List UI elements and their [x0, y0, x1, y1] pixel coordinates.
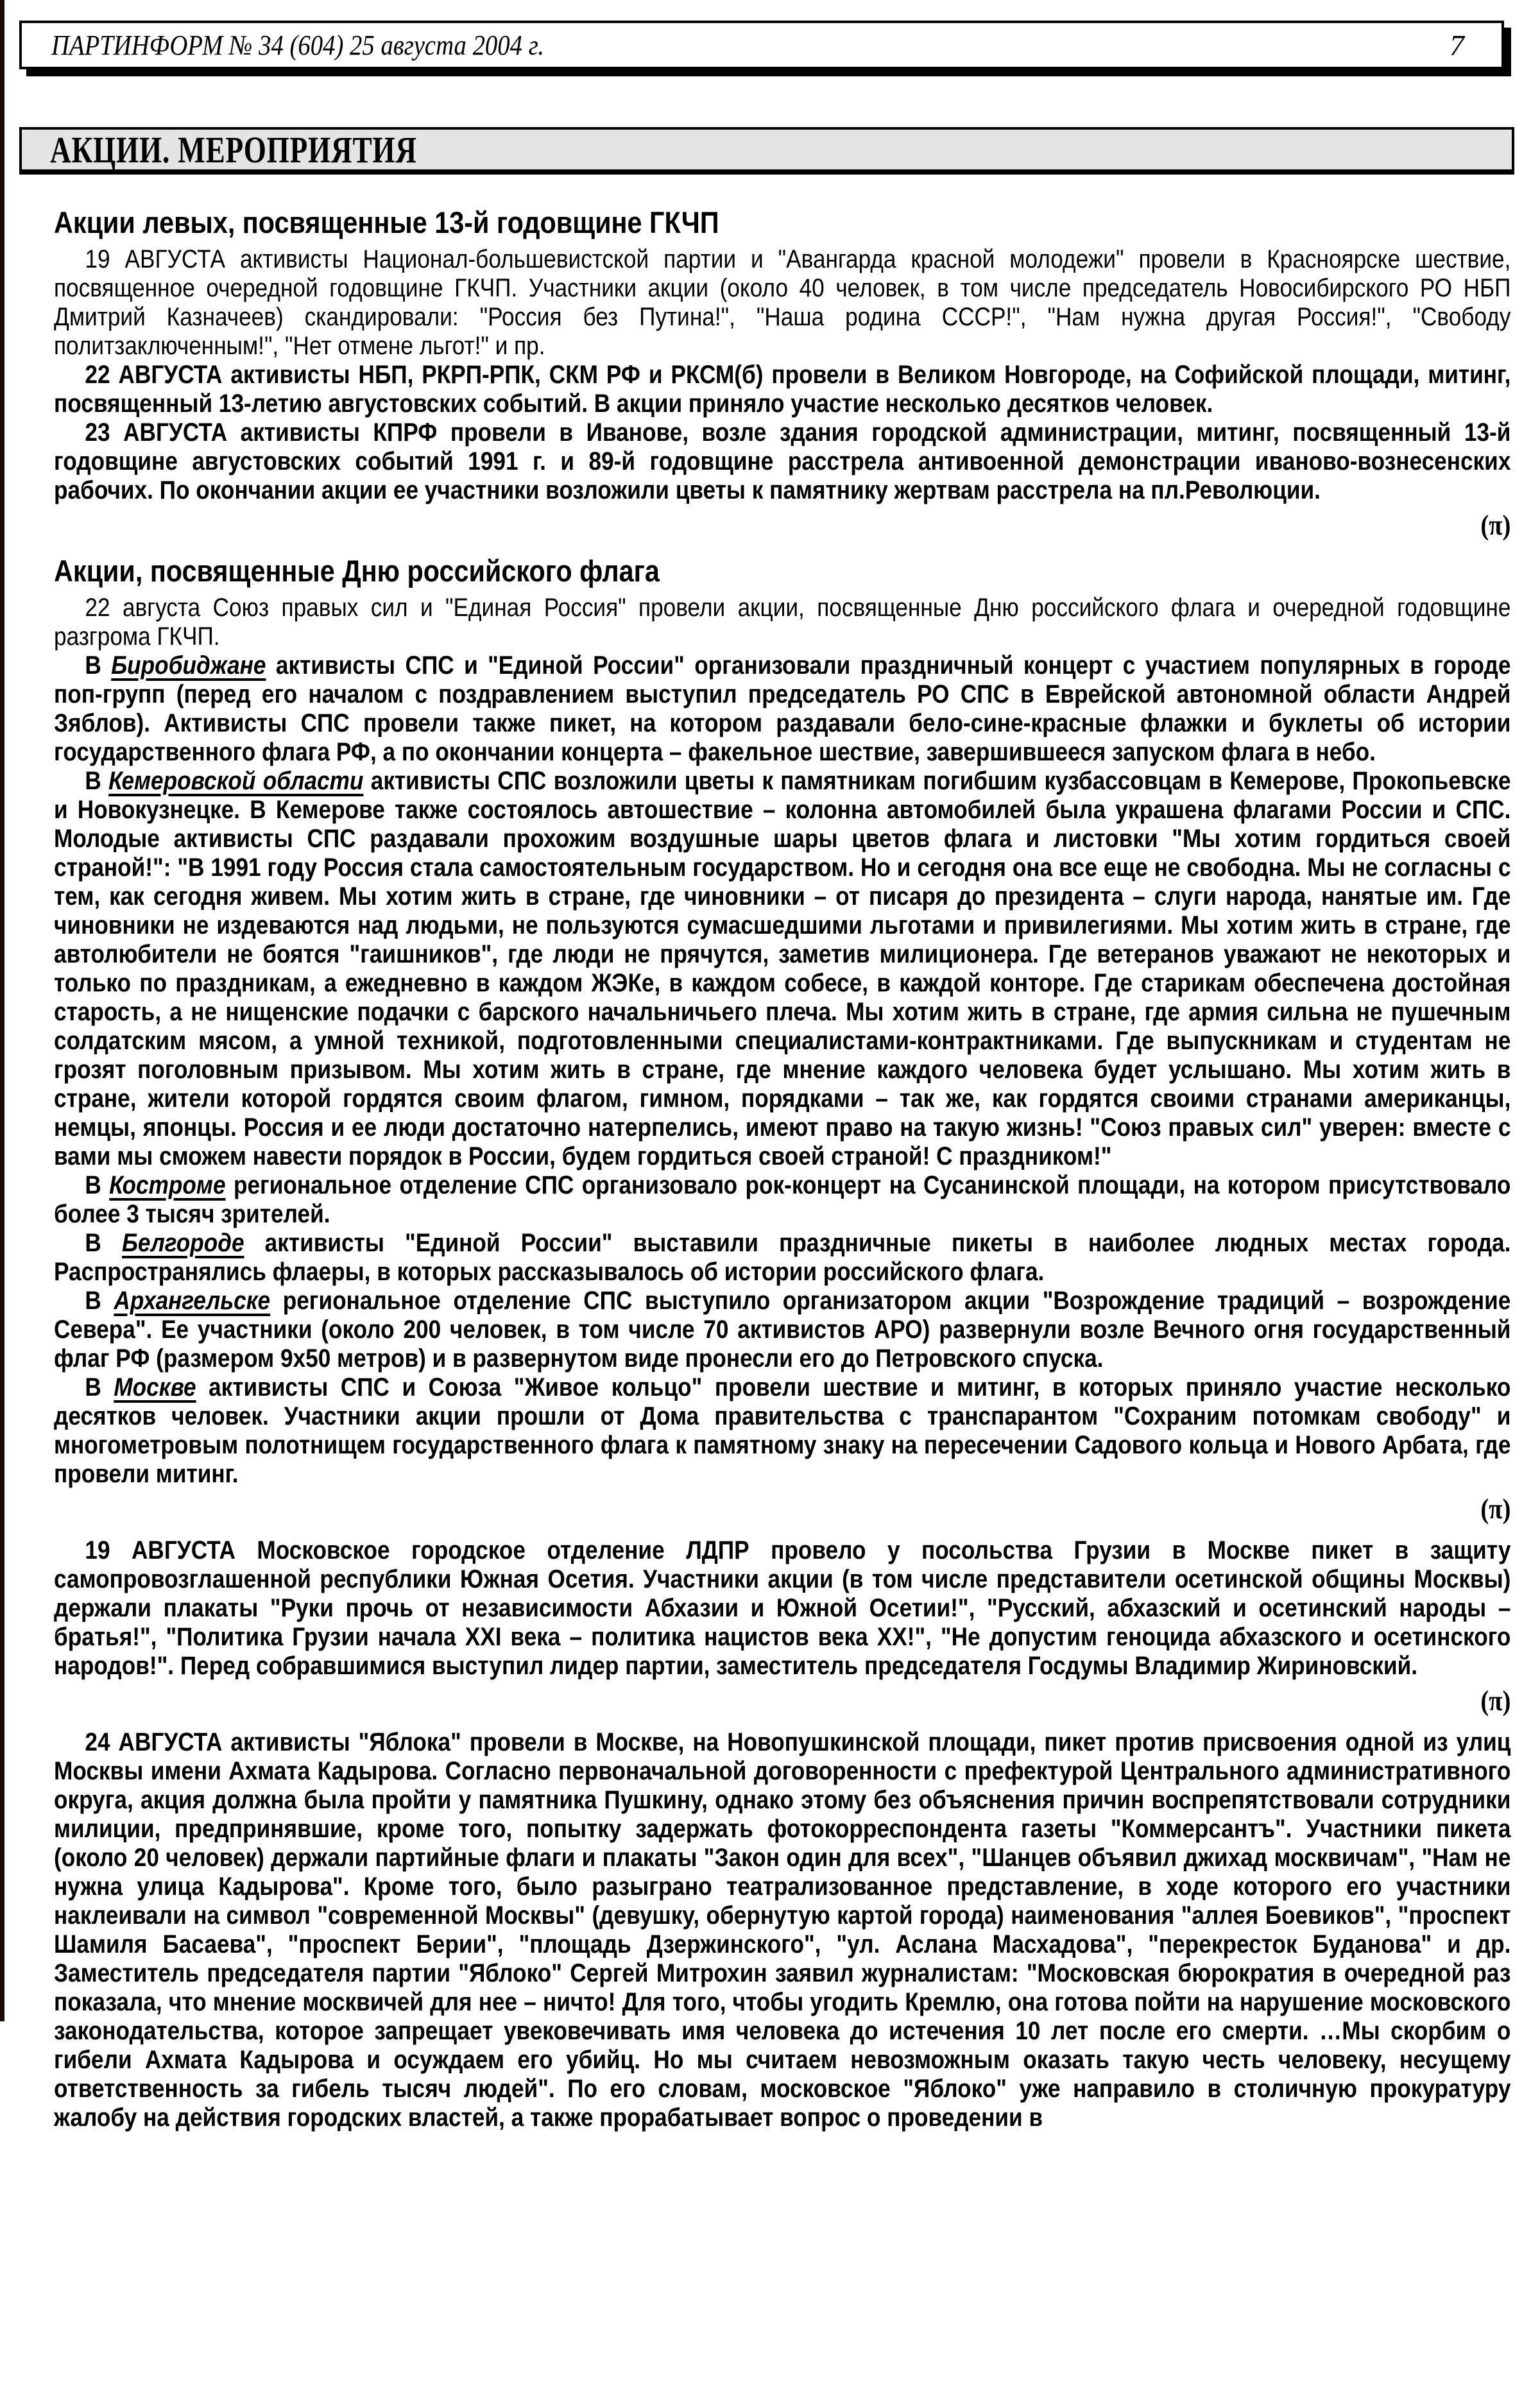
- page-number: 7: [1450, 28, 1464, 62]
- pi-signature-3: (π): [1480, 1685, 1511, 1717]
- article3-paragraph: 19 АВГУСТА Московское городское отделение ЛДПР провело у посольства Грузии в Москве пикет в защиту самопровозглашенной республики Южная Осетия. Участники акции (в том числе представители осетинской общины Москвы) держали плакаты "Руки прочь от независимости Абхазии и Южной Осетии!", "Русский, абхазский и осетинский народы – братья!", "Политика Грузии начала XXI века – политика нацистов века XX!", "Не допустим геноцида абхазского и осетинского народов!". Перед собравшимися выступил лидер партии, заместитель председателя Госдумы Владимир Жириновский.: [54, 1536, 1511, 1680]
- city-prefix: В: [85, 1287, 101, 1315]
- city-report-belgorod: [54, 1229, 1510, 1287]
- article4-paragraph: 24 АВГУСТА активисты "Яблока" провели в Москве, на Новопушкинской площади, пикет против присвоения одной из улиц Москвы имени Ахмата Кадырова. Согласно первоначальной договоренности с префектурой Центрального административного округа, акция должна была пройти у памятника Пушкину, однако этому без объяснения причин воспрепятствовали сотрудники милиции, предпринявшие, кроме того, попытку задержать фотокорреспондента газеты "Коммерсантъ". Участники пикета (около 20 человек) держали партийные флаги и плакаты "Закон один для всех", "Шанцев объявил джихад москвичам", "Нам не нужна улица Кадырова". Кроме того, было разыграно театрализованное представление, в ходе которого его участники наклеивали на символ "современной Москвы" (девушку, обернутую картой города) наименования "аллея Боевиков", "проспект Шамиля Басаева", "проспект Берии", "площадь Дзержинского", "ул. Аслана Масхадова", "перекресток Буданова" и др. Заместитель председателя партии "Яблоко" Сергей Митрохин заявил журналистам: "Московская бюрократия в очередной раз показала, что мнение москвичей для нее – ничто! Для того, чтобы угодить Кремлю, она готова пойти на нарушение московского законодательства, которое запрещает увековечивать имя человека до истечения 10 лет после его смерти. …Мы скорбим о гибели Ахмата Кадырова и осуждаем его убийц. Но мы считаем невозможным оказать такую честь человеку, несущему ответственность за гибель тысяч людей". По его словам, московское "Яблоко" уже направило в столичную прокуратуру жалобу на действия городских властей, а также прорабатывает вопрос о проведении в: [54, 1728, 1511, 2132]
- page-header: [19, 21, 1504, 69]
- city-prefix: В: [85, 767, 101, 795]
- scan-edge-artifact: [0, 0, 4, 2021]
- article2-heading: Акции, посвященные Дню российского флага: [54, 554, 660, 588]
- city-report-text: активисты СПС и "Единой России" организовали праздничный концерт с участием популярных в городе поп-групп (перед его началом с поздравлением выступил председатель РО СПС в Еврейской автономной области Андрей Зяблов). Активисты СПС провели также пикет, на котором раздавали бело-сине-красные флажки и буклеты об истории государственного флага РФ, а по окончании концерта – факельное шествие, завершившееся запуском флага в небо.: [54, 651, 1511, 766]
- city-name: Москве: [114, 1373, 196, 1401]
- article2-intro: 22 августа Союз правых сил и "Единая Россия" провели акции, посвященные Дню российского флага и очередной годовщине разгрома ГКЧП.: [54, 594, 1511, 651]
- newsletter-title: ПАРТИНФОРМ № 34 (604) 25 августа 2004 г.: [51, 29, 544, 61]
- article1-paragraph-2: 22 АВГУСТА активисты НБП, РКРП-РПК, СКМ РФ и РКСМ(б) провели в Великом Новгороде, на Софийской площади, митинг, посвященный 13-летию августовских событий. В акции приняло участие несколько десятков человек.: [54, 361, 1511, 418]
- city-name: Белгороде: [121, 1229, 244, 1257]
- city-report-text: активисты СПС и Союза "Живое кольцо" провели шествие и митинг, в которых приняло участие несколько десятков человек. Участники акции прошли от Дома правительства с транспарантом "Сохраним потомкам свободу" и многометровым полотнищем государственного флага к памятному знаку на пересечении Садового кольца и Нового Арбата, где провели митинг.: [54, 1373, 1511, 1488]
- city-prefix: В: [85, 651, 101, 680]
- city-report-moscow: [54, 1373, 1510, 1489]
- city-report-kemerovo: [54, 767, 1510, 1171]
- city-report-text: активисты "Единой России" выставили праздничные пикеты в наиболее людных местах города. Распространялись флаеры, в которых рассказывалось об истории российского флага.: [54, 1229, 1511, 1286]
- city-report-kostroma: [54, 1171, 1510, 1229]
- pi-signature-1: (π): [1480, 510, 1511, 541]
- article1-paragraph-1: 19 АВГУСТА активисты Национал-большевистской партии и "Авангарда красной молодежи" провели в Красноярске шествие, посвященное очередной годовщине ГКЧП. Участники акции (около 40 человек, в том числе председатель Новосибирского РО НБП Дмитрий Казначеев) скандировали: "Россия без Путина!", "Наша родина СССР!", "Нам нужна другая Россия!", "Свободу политзаключенным!", "Нет отмене льгот!" и пр.: [54, 245, 1511, 360]
- city-name: Архангельске: [114, 1287, 271, 1315]
- city-prefix: В: [85, 1373, 101, 1401]
- section-header: [19, 127, 1514, 175]
- section-title: АКЦИИ. МЕРОПРИЯТИЯ: [50, 128, 417, 171]
- city-prefix: В: [85, 1171, 101, 1199]
- city-name: Кемеровской области: [108, 767, 364, 795]
- city-prefix: В: [85, 1229, 101, 1257]
- city-name: Костроме: [109, 1171, 226, 1199]
- city-name: Биробиджане: [111, 651, 266, 680]
- city-report-arkhangelsk: [54, 1287, 1510, 1373]
- pi-signature-2: (π): [1480, 1493, 1511, 1525]
- article1-heading: Акции левых, посвященные 13-й годовщине ГКЧП: [54, 205, 719, 239]
- city-report-text: региональное отделение СПС выступило организатором акции "Возрождение традиций – возрождение Севера". Ее участники (около 200 человек, в том числе 70 активистов АРО) развернули возле Вечного огня государственный флаг РФ (размером 9х50 метров) и в развернутом виде пронесли его до Петровского спуска.: [54, 1287, 1511, 1373]
- article1-paragraph-3: 23 АВГУСТА активисты КПРФ провели в Иванове, возле здания городской администрации, митинг, посвященный 13-й годовщине августовских событий 1991 г. и 89-й годовщине расстрела антивоенной демонстрации иваново-вознесенских рабочих. По окончании акции ее участники возложили цветы к памятнику жертвам расстрела на пл.Революции.: [54, 418, 1511, 504]
- article-content: [54, 204, 1510, 2132]
- city-report-birobidzhan: [54, 651, 1510, 767]
- city-report-text: региональное отделение СПС организовало рок-концерт на Сусанинской площади, на котором присутствовало более 3 тысяч зрителей.: [54, 1171, 1511, 1228]
- city-report-text: активисты СПС возложили цветы к памятникам погибшим кузбассовцам в Кемерове, Прокопьевске и Новокузнецке. В Кемерове также состоялось автошествие – колонна автомобилей была украшена флагами России и СПС. Молодые активисты СПС раздавали прохожим воздушные шары цветов флага и листовки "Мы хотим гордиться своей страной!": "В 1991 году Россия стала самостоятельным государством. Но и сегодня она все еще не свободна. Мы не согласны с тем, как сегодня живем. Мы хотим жить в стране, где чиновники – от писаря до президента – слуги народа, нанятые им. Где чиновники не издеваются над людьми, не пользуются сумасшедшими льготами и привилегиями. Мы хотим жить в стране, где автолюбители не боятся "гаишников", где люди не прячутся, заметив милиционера. Где ветеранов уважают не некоторых и только по праздникам, а ежедневно в каждом ЖЭКе, в каждом собесе, в каждой конторе. Где старикам обеспечена достойная старость, а не нищенские подачки с барского начальничьего плеча. Мы хотим жить в стране, где армия сильна не пушечным солдатским мясом, а умной техникой, подготовленными специалистами-контрактниками. Где выпускникам и студентам не грозят поголовным призывом. Мы хотим жить в стране, где мнение каждого человека будет услышано. Мы хотим жить в стране, жители которой гордятся своим флагом, гимном, порядками – так же, как гордятся своими странами американцы, немцы, японцы. Россия и ее люди достаточно натерпелись, имеют право на такую жизнь! "Союз правых сил" уверен: вместе с вами мы сможем навести порядок в России, будем гордиться своей страной! С праздником!": [54, 767, 1511, 1170]
